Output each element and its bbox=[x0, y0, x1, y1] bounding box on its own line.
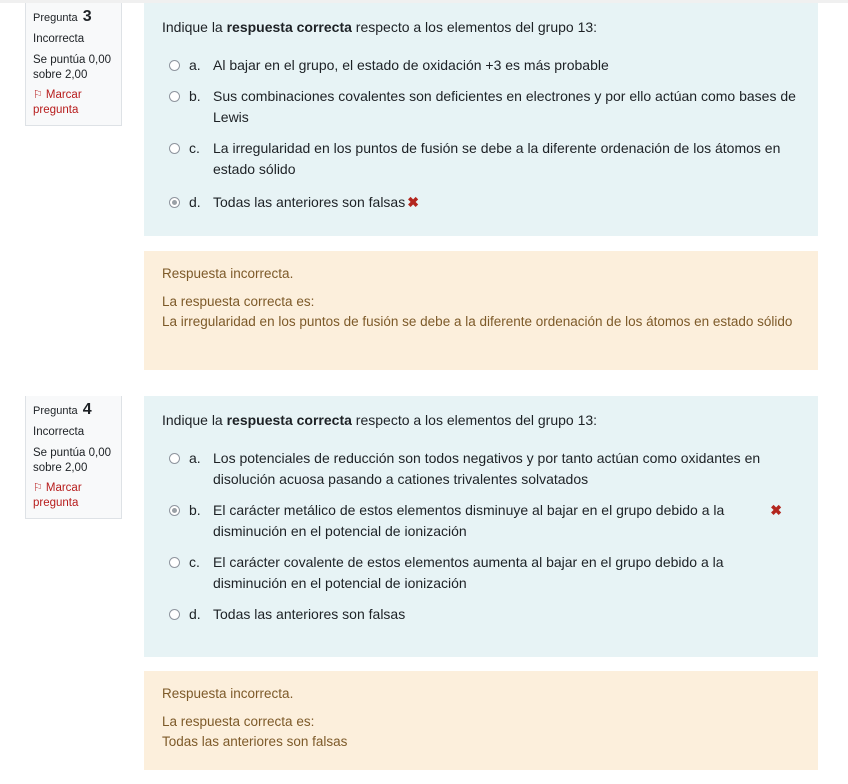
option-text-wrap bbox=[213, 192, 800, 213]
question-state: Incorrecta bbox=[33, 33, 85, 45]
answer-options bbox=[162, 55, 800, 213]
option-letter: c. bbox=[189, 140, 200, 156]
answer-option-selected[interactable] bbox=[162, 500, 800, 542]
radio-button[interactable] bbox=[169, 143, 180, 154]
option-letter: b. bbox=[189, 88, 201, 104]
option-text: Sus combinaciones covalentes son deficientes en electrones y por ello actúan como bases de Lewis bbox=[213, 88, 796, 125]
flag-question-link[interactable] bbox=[33, 88, 114, 118]
answer-option[interactable] bbox=[162, 55, 800, 76]
right-answer-label: La respuesta correcta es: bbox=[162, 714, 315, 729]
option-text: Todas las anteriores son falsas bbox=[213, 606, 406, 622]
flag-icon: ⚐ bbox=[33, 89, 43, 101]
question-info-4 bbox=[25, 396, 122, 519]
answer-option[interactable] bbox=[162, 448, 800, 490]
option-text: Todas las anteriores son falsas bbox=[213, 194, 406, 210]
feedback-status: Respuesta incorrecta. bbox=[162, 686, 294, 701]
question-state: Incorrecta bbox=[33, 426, 85, 438]
flag-label: Marcar pregunta bbox=[33, 89, 82, 116]
incorrect-icon: ✖ bbox=[770, 502, 782, 518]
option-letter: b. bbox=[189, 502, 201, 518]
option-letter: c. bbox=[189, 554, 200, 570]
feedback-4 bbox=[144, 671, 818, 770]
radio-button-checked[interactable] bbox=[169, 197, 180, 208]
option-letter: d. bbox=[189, 606, 201, 622]
question-info-3 bbox=[25, 3, 122, 126]
option-text: El carácter covalente de estos elementos aumenta al bajar en el grupo debido a la disminución en el potencial de ionización bbox=[213, 554, 724, 591]
answer-options bbox=[162, 448, 800, 625]
radio-button[interactable] bbox=[169, 557, 180, 568]
option-letter: d. bbox=[189, 194, 201, 210]
feedback-status: Respuesta incorrecta. bbox=[162, 266, 294, 281]
option-text: Los potenciales de reducción son todos negativos y por tanto actúan como oxidantes en disolución acuosa pasando a cationes trivalentes solvatados bbox=[213, 450, 761, 487]
option-text: Al bajar en el grupo, el estado de oxidación +3 es más probable bbox=[213, 57, 609, 73]
radio-button[interactable] bbox=[169, 609, 180, 620]
flag-question-link[interactable] bbox=[33, 481, 114, 511]
radio-button[interactable] bbox=[169, 91, 180, 102]
question-number: Pregunta 4 bbox=[33, 401, 92, 418]
feedback-3 bbox=[144, 251, 818, 370]
incorrect-icon: ✖ bbox=[407, 194, 419, 210]
answer-option[interactable] bbox=[162, 138, 800, 180]
radio-button-checked[interactable] bbox=[169, 505, 180, 516]
flag-icon: ⚐ bbox=[33, 482, 43, 494]
flag-label: Marcar pregunta bbox=[33, 482, 82, 509]
option-letter: a. bbox=[189, 450, 201, 466]
question-text: Indique la respuesta correcta respecto a los elementos del grupo 13: bbox=[162, 19, 598, 35]
answer-option[interactable] bbox=[162, 86, 800, 128]
radio-button[interactable] bbox=[169, 60, 180, 71]
question-grade: Se puntúa 0,00 sobre 2,00 bbox=[33, 447, 112, 474]
right-answer-label: La respuesta correcta es: bbox=[162, 294, 315, 309]
option-text: La irregularidad en los puntos de fusión se debe a la diferente ordenación de los átomos en estado sólido bbox=[213, 140, 781, 177]
question-text: Indique la respuesta correcta respecto a los elementos del grupo 13: bbox=[162, 412, 598, 428]
question-formulation-3 bbox=[144, 3, 818, 236]
question-formulation-4 bbox=[144, 396, 818, 657]
question-grade: Se puntúa 0,00 sobre 2,00 bbox=[33, 54, 112, 81]
answer-option-selected[interactable] bbox=[162, 192, 800, 213]
answer-option[interactable] bbox=[162, 604, 800, 625]
right-answer-text: Todas las anteriores son falsas bbox=[162, 734, 348, 749]
answer-option[interactable] bbox=[162, 552, 800, 594]
question-number: Pregunta 3 bbox=[33, 8, 92, 25]
option-text: El carácter metálico de estos elementos disminuye al bajar en el grupo debido a la disminución en el potencial de ionización bbox=[213, 502, 725, 539]
radio-button[interactable] bbox=[169, 453, 180, 464]
option-letter: a. bbox=[189, 57, 201, 73]
right-answer-text: La irregularidad en los puntos de fusión se debe a la diferente ordenación de los átomos en estado sólido bbox=[162, 314, 793, 329]
